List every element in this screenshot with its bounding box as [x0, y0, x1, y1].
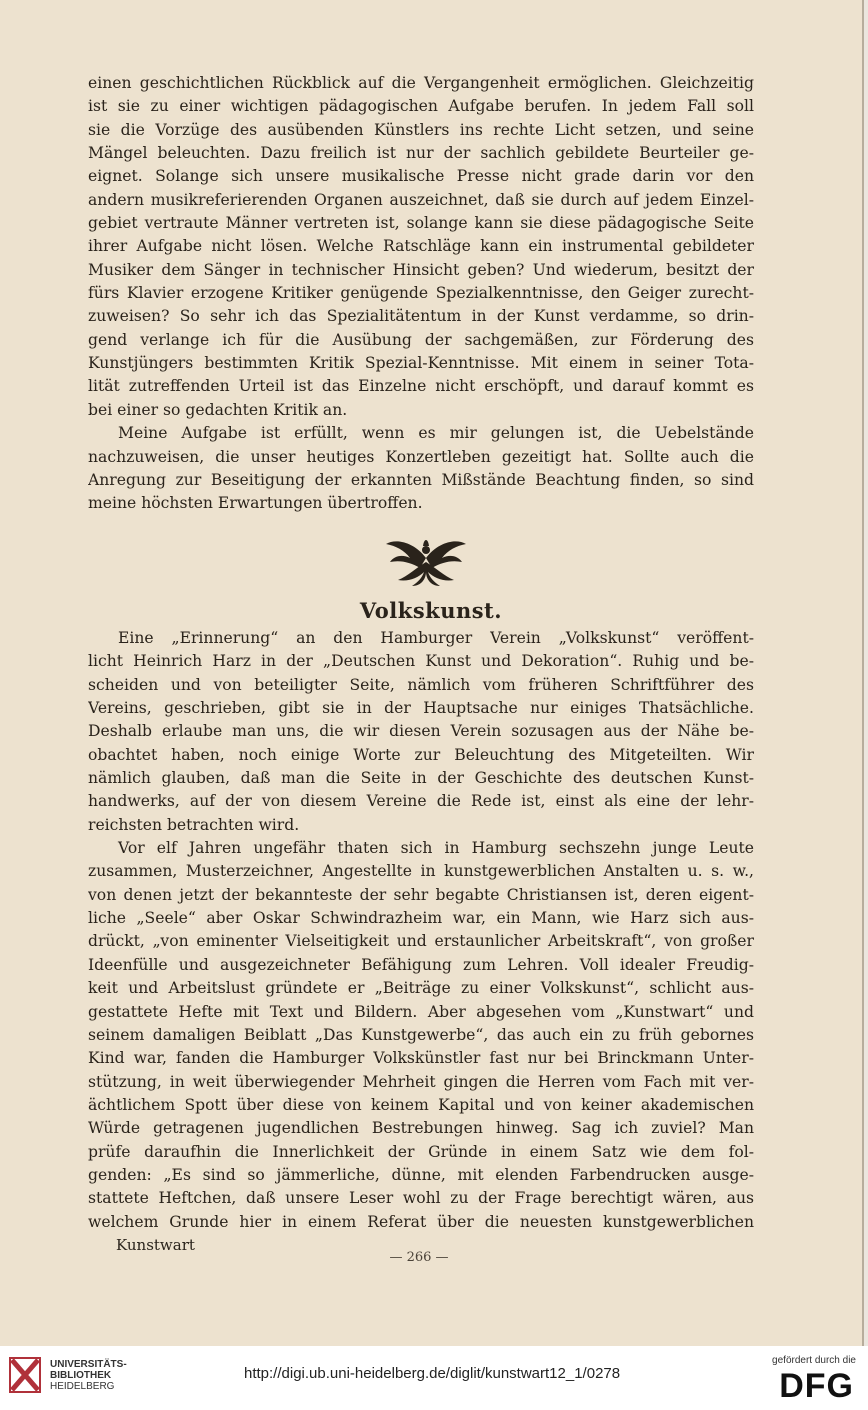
text-line: Kunstjüngers bestimmten Kritik Spezial-Kenntnisse. Mit einem in seiner Tota-: [88, 354, 754, 373]
text-line: zusammen, Musterzeichner, Angestellte in kunstgewerblichen Anstalten u. s. w.,: [88, 862, 754, 881]
text-line: drückt, „von eminenter Vielseitigkeit und erstaunlicher Arbeitskraft“, von großer: [88, 932, 754, 951]
text-line: zuweisen? So sehr ich das Spezialitätentum in der Kunst verdamme, so drin-: [88, 307, 754, 326]
viewer-footer-bar: [0, 1346, 868, 1410]
text-line: Deshalb erlaube man uns, die wir diesen Verein sozusagen aus der Nähe be-: [88, 722, 754, 741]
library-emblem-icon: [8, 1356, 42, 1394]
text-line: ist sie zu einer wichtigen pädagogischen Aufgabe berufen. In jedem Fall soll: [88, 97, 754, 116]
text-line: ächtlichem Spott über diese von keinem Kapital und von keiner akademischen: [88, 1095, 754, 1114]
permalink-url[interactable]: http://digi.ub.uni-heidelberg.de/diglit/kunstwart12_1/0278: [244, 1365, 621, 1382]
university-library-logo[interactable]: [8, 1356, 127, 1394]
text-line: prüfe daraufhin die Innerlichkeit der Gründe in einem Satz wie dem fol-: [88, 1142, 754, 1161]
journal-signature: Kunstwart: [116, 1236, 195, 1254]
dfg-logo[interactable]: DFG: [779, 1367, 854, 1405]
text-line: eignet. Solange sich unsere musikalische Presse nicht grade darin vor den: [88, 167, 754, 186]
text-line: nachzuweisen, die unser heutiges Konzertleben gezeitigt hat. Sollte auch die: [88, 447, 754, 466]
text-line: nämlich glauben, daß man die Seite in der Geschichte des deutschen Kunst-: [88, 769, 754, 788]
paragraph-block-volkskunst: [88, 627, 754, 1234]
text-line: genden: „Es sind so jämmerliche, dünne, mit elenden Farbendrucken ausge-: [88, 1165, 754, 1184]
text-line: Meine Aufgabe ist erfüllt, wenn es mir gelungen ist, die Uebelstände: [118, 424, 754, 443]
text-line: gebiet vertraute Männer vertreten ist, solange kann sie diese pädagogische Seite: [88, 214, 754, 233]
text-line: seinem damaligen Beiblatt „Das Kunstgewerbe“, das auch ein zu früh gebornes: [88, 1025, 754, 1044]
text-line: Vor elf Jahren ungefähr thaten sich in Hamburg sechszehn junge Leute: [118, 839, 754, 858]
text-line: welchem Grunde hier in einem Referat über die neuesten kunstgewerblichen: [88, 1212, 754, 1231]
text-line: liche „Seele“ aber Oskar Schwindrazheim war, ein Mann, wie Harz sich aus-: [88, 909, 754, 928]
text-line: Musiker dem Sänger in technischer Hinsicht geben? Und wiederum, besitzt der: [88, 260, 754, 279]
text-line: sie die Vorzüge des ausübenden Künstlers ins rechte Licht setzen, und seine: [88, 120, 754, 139]
text-line: keit und Arbeitslust gründete er „Beiträge zu einer Volkskunst“, schlicht aus-: [88, 979, 754, 998]
text-line: gend verlange ich für die Ausübung der sachgemäßen, zur Förderung des: [88, 330, 754, 349]
text-line: ihrer Aufgabe nicht lösen. Welche Ratschläge kann ein instrumental gebildeter: [88, 237, 754, 256]
text-line: einen geschichtlichen Rückblick auf die Vergangenheit ermöglichen. Gleichzeitig: [88, 74, 754, 92]
text-line: Anregung zur Beseitigung der erkannten Mißstände Beachtung finden, so sind: [88, 470, 754, 489]
text-line: bei einer so gedachten Kritik an.: [88, 400, 348, 419]
text-line: Würde getragenen jugendlichen Bestrebungen hinweg. Sag ich zuviel? Man: [88, 1119, 754, 1138]
text-line: andern musikreferierenden Organen auszeichnet, daß sie durch auf jedem Einzel-: [88, 190, 754, 209]
text-line: gestattete Hefte mit Text und Bildern. Aber abgesehen vom „Kunstwart“ und: [88, 1002, 754, 1021]
text-line: Eine „Erinnerung“ an den Hamburger Verein „Volkskunst“ veröffent-: [118, 629, 754, 647]
text-line: lität zutreffenden Urteil ist das Einzelne nicht erschöpft, und darauf kommt es: [88, 377, 754, 396]
library-name-line: BIBLIOTHEK: [50, 1369, 112, 1381]
text-line: Kind war, fanden die Hamburger Volkskünstler fast nur bei Brinckmann Unter-: [88, 1049, 754, 1068]
text-line: fürs Klavier erzogene Kritiker genügende Spezialkenntnisse, den Geiger zurecht-: [88, 284, 754, 303]
library-name-line: UNIVERSITÄTS-: [50, 1358, 127, 1370]
text-line: von denen jetzt der bekannteste der sehr begabte Christiansen ist, deren eigent-: [88, 885, 754, 904]
text-line: scheiden und von beteiligter Seite, nämlich vom früheren Schriftführer des: [88, 675, 754, 694]
page-number: — 266 —: [389, 1250, 449, 1265]
library-name-line: HEIDELBERG: [50, 1380, 115, 1392]
floral-ornament-icon: [384, 528, 468, 588]
text-line: stützung, in weit überwiegender Mehrheit gingen die Herren vom Fach mit ver-: [88, 1072, 754, 1091]
text-line: Ideenfülle und ausgezeichneter Befähigung zum Lehren. Voll idealer Freudig-: [88, 955, 754, 974]
text-line: meine höchsten Erwartungen übertroffen.: [88, 494, 423, 513]
text-line: handwerks, auf der von diesem Vereine die Rede ist, einst als eine der lehr-: [88, 792, 754, 811]
paragraph-block-intro: [88, 72, 754, 516]
text-line: stattete Heftchen, daß unsere Leser wohl zu der Frage berechtigt wären, aus: [88, 1189, 754, 1208]
text-line: obachtet haben, noch einige Worte zur Beleuchtung des Mitgeteilten. Wir: [88, 745, 754, 764]
funding-caption: gefördert durch die: [772, 1355, 856, 1366]
section-heading: Volkskunst.: [359, 598, 503, 623]
library-name: [50, 1359, 127, 1392]
text-line: Mängel beleuchten. Dazu freilich ist nur der sachlich gebildete Beurteiler ge-: [88, 144, 754, 163]
text-line: Vereins, geschrieben, gibt sie in der Hauptsache nur einiges Thatsächliche.: [88, 699, 754, 718]
text-line: licht Heinrich Harz in der „Deutschen Kunst und Dekoration“. Ruhig und be-: [88, 652, 754, 671]
text-line: reichsten betrachten wird.: [88, 815, 300, 834]
